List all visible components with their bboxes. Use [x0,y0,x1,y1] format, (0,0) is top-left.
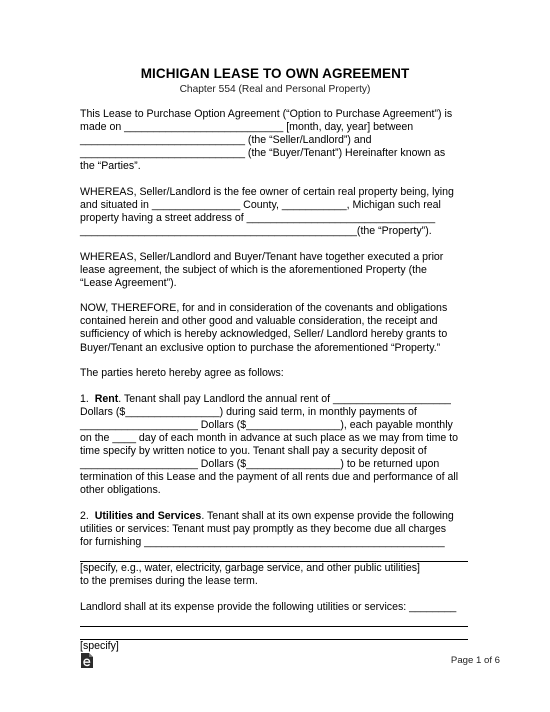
specify-label: [specify] [80,639,119,652]
text-line: 1. Rent. Tenant shall pay Landlord the annual rent of ____________________ [80,392,451,405]
text-line: utilities or services: Tenant must pay promptly as they become due all charges [80,522,447,535]
text-line: [specify, e.g., water, electricity, garbage service, and other public utilities] [80,562,420,575]
intro-paragraph [80,108,472,173]
text-line: WHEREAS, Seller/Landlord and Buyer/Tenant have together executed a prior [80,250,444,263]
section-number: 2. [80,509,89,522]
text-line: other obligations. [80,484,161,497]
page-number: Page 1 of 6 [450,655,500,666]
text-line: contained herein and other good and valuable consideration, the receipt and [80,315,438,328]
text-line: lease agreement, the subject of which is the aforementioned Property (the [80,263,427,276]
document-subtitle: Chapter 554 (Real and Personal Property) [179,84,371,95]
text-line: NOW, THEREFORE, for and in consideration of the covenants and obligations [80,302,448,315]
whereas-property-paragraph [80,186,472,238]
esign-logo-icon [80,652,94,669]
text-line: Landlord shall at its expense provide the following utilities or services: ________ [80,600,457,613]
blank-fill-line [80,614,468,627]
text-line: ____________________ Dollars ($________________), each payable monthly [80,418,453,431]
document-body [80,108,472,665]
section-rent [80,393,472,498]
landlord-utilities-line [80,601,472,614]
section-utilities [80,510,472,549]
text-line: Buyer/Tenant an exclusive option to purchase the aforementioned “Property.” [80,341,441,354]
text-line: “Lease Agreement”). [80,276,177,289]
section-number: 1. [80,392,89,405]
text-line: and situated in _______________ County, ___________, Michigan such real [80,198,441,211]
text-line: ____________________________ (the “Seller/Landlord”) and [80,134,372,147]
agree-paragraph: The parties hereto hereby agree as follows: [80,367,284,380]
text-line: time specify by written notice to you. Tenant shall pay a security deposit of [80,444,427,457]
section-heading: Utilities and Services [94,509,202,522]
text-line: for furnishing ___________________________________________________ [80,535,445,548]
text-line: the “Parties”. [80,160,141,173]
text-line: This Lease to Purchase Option Agreement (“Option to Purchase Agreement”) is [80,108,453,120]
text-line: ____________________ Dollars ($________________) to be returned upon [80,458,440,471]
blank-fill-line [80,549,468,562]
text-line: property having a street address of ________________________________ [80,212,436,225]
document-title: MICHIGAN LEASE TO OWN AGREEMENT [140,66,410,81]
text-line: Dollars ($________________) during said term, in monthly payments of [80,405,417,418]
now-therefore-paragraph [80,302,472,354]
text-line: ____________________________ (the “Buyer/Tenant”) Hereinafter known as [80,147,446,160]
text-line: sufficiency of which is hereby acknowledged, Seller/ Landlord hereby grants to [80,328,448,341]
text-line: made on ___________________________ [month, day, year] between [80,121,414,134]
utilities-specify [80,562,472,588]
section-heading: Rent [94,392,119,405]
text-line: to the premises during the lease term. [80,575,258,588]
text-line: 2. Utilities and Services. Tenant shall at its own expense provide the following [80,509,454,522]
text-line: on the ____ day of each month in advance at such place as we may from time to [80,431,459,444]
text-line: termination of this Lease and the payment of all rents due and performance of all [80,471,459,484]
text-line: _______________________________________________(the “Property”). [80,225,432,238]
whereas-lease-paragraph [80,251,472,290]
text-line: WHEREAS, Seller/Landlord is the fee owner of certain real property being, lying [80,185,454,198]
blank-fill-line [80,627,468,640]
